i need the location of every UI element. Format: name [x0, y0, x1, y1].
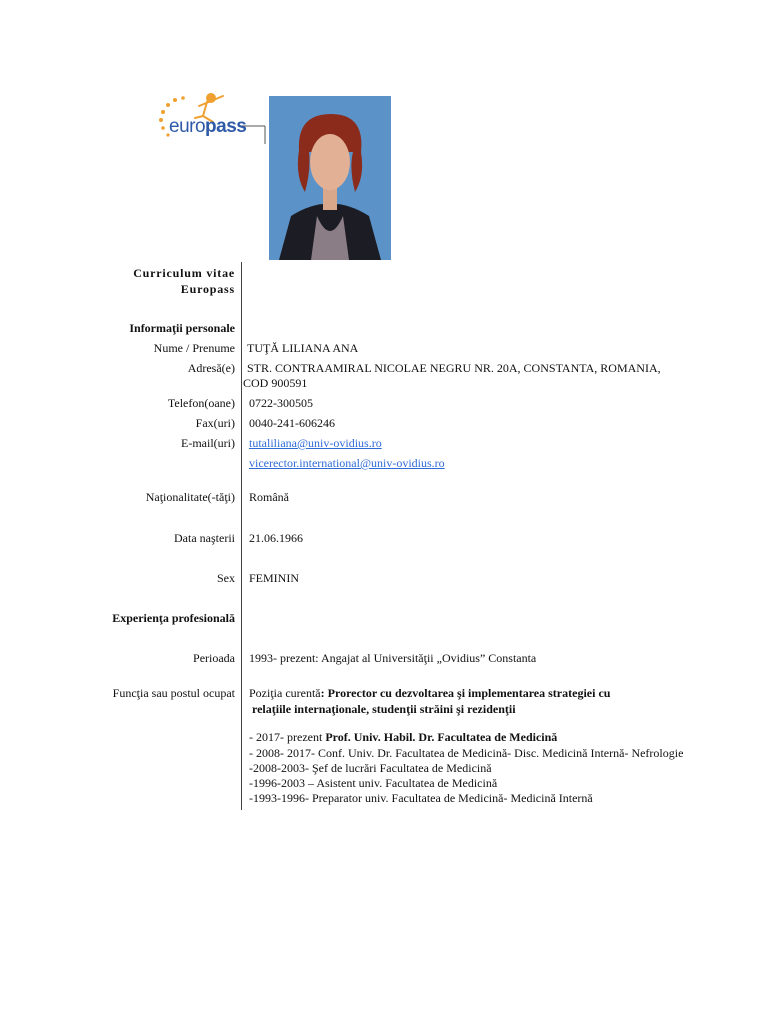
phone-value: 0722-300505	[249, 396, 313, 410]
cv-title: Curriculum vitae	[133, 266, 235, 280]
birthdate-value: 21.06.1966	[249, 531, 303, 545]
current-position-prefix: Poziţia curentă	[249, 686, 321, 700]
nationality-label: Naţionalitate(-tăţi)	[145, 490, 235, 504]
history-item-bold: Prof. Univ. Habil. Dr. Facultatea de Medicină	[325, 730, 558, 744]
wordmark-prefix: euro	[169, 116, 206, 137]
phone-label: Telefon(oane)	[167, 396, 235, 410]
current-position-title: : Prorector cu dezvoltarea şi implementarea strategiei cu	[320, 686, 611, 700]
column-divider	[241, 262, 242, 810]
portrait-photo	[269, 96, 391, 260]
history-item: -1996-2003 – Asistent univ. Facultatea de Medicină	[249, 776, 498, 790]
wordmark-suffix: pass	[205, 116, 247, 137]
cv-subtitle: Europass	[180, 282, 235, 296]
personal-info-heading: Informaţii personale	[129, 321, 235, 335]
period-value: 1993- prezent: Angajat al Universităţii „Ovidius” Constanta	[249, 651, 537, 665]
email-link-primary[interactable]: tutaliliana@univ-ovidius.ro	[249, 436, 382, 450]
fax-label: Fax(uri)	[195, 416, 235, 430]
experience-heading: Experienţa profesională	[112, 611, 235, 625]
sex-value: FEMININ	[249, 571, 299, 585]
history-item: -2008-2003- Şef de lucrări Facultatea de Medicină	[249, 761, 492, 775]
address-value-line1: STR. CONTRAAMIRAL NICOLAE NEGRU NR. 20A, CONSTANTA, ROMANIA,	[247, 361, 661, 375]
email-label: E-mail(uri)	[181, 436, 235, 450]
name-label: Nume / Prenume	[153, 341, 235, 355]
sex-label: Sex	[217, 571, 235, 585]
address-label: Adresă(e)	[187, 361, 235, 375]
current-position-line1	[249, 686, 610, 701]
name-value: TUŢĂ LILIANA ANA	[247, 341, 359, 355]
current-position-line2: relaţiile internaţionale, studenţii străini şi rezidenţii	[252, 702, 516, 716]
portrait-person-icon	[269, 96, 391, 260]
history-item-text: - 2017- prezent	[249, 730, 326, 744]
period-label: Perioada	[193, 651, 235, 665]
history-item: -1993-1996- Preparator univ. Facultatea de Medicină- Medicină Internă	[249, 791, 593, 805]
function-label: Funcţia sau postul ocupat	[112, 686, 235, 700]
birthdate-label: Data naşterii	[174, 531, 235, 545]
fax-value: 0040-241-606246	[249, 416, 335, 430]
europass-wordmark	[169, 116, 246, 138]
history-item: - 2008- 2017- Conf. Univ. Dr. Facultatea de Medicină- Disc. Medicină Internă- Nefrologie	[249, 746, 684, 760]
history-item	[249, 730, 557, 745]
email-link-secondary[interactable]: vicerector.international@univ-ovidius.ro	[249, 456, 445, 470]
address-value-line2: COD 900591	[243, 376, 308, 390]
europass-logo	[155, 92, 267, 144]
nationality-value: Română	[249, 490, 289, 504]
